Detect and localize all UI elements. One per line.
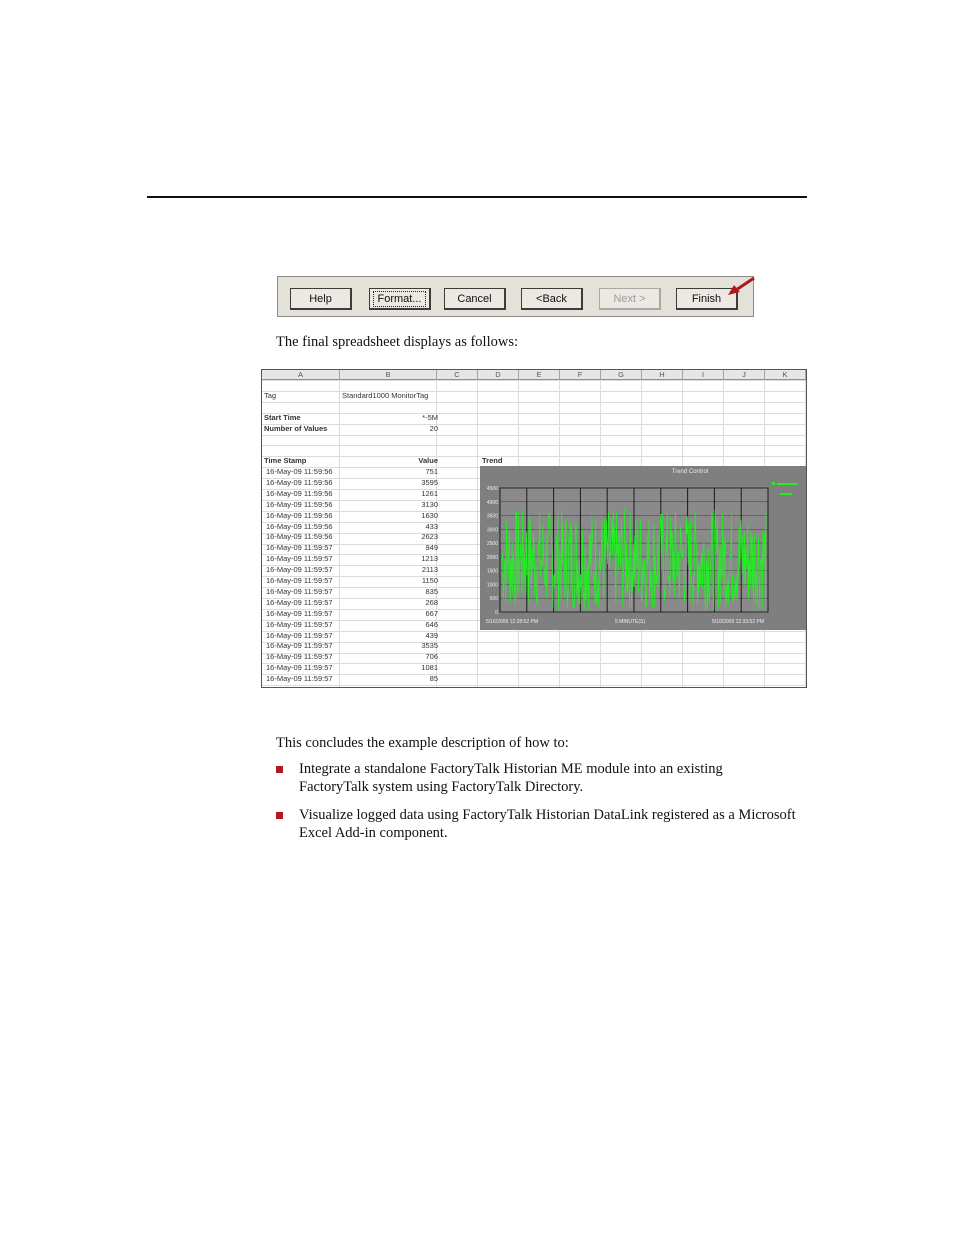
time-stamp-cell[interactable]: 16-May-09 11:59:57 xyxy=(266,554,333,564)
grid-hline xyxy=(262,685,806,686)
value-cell[interactable]: 751 xyxy=(425,467,438,476)
trend-header: Trend xyxy=(482,456,503,465)
tag-value: Standard1000 MonitorTag xyxy=(342,391,429,400)
time-stamp-cell[interactable]: 16-May-09 11:59:57 xyxy=(266,663,333,673)
chart-title: Trend Control xyxy=(671,469,709,475)
time-stamp-cell[interactable]: 16-May-09 11:59:57 xyxy=(266,652,333,662)
time-stamp-cell[interactable]: 16-May-09 11:59:57 xyxy=(266,641,333,651)
number-of-values-label: Number of Values xyxy=(264,424,328,433)
value-cell[interactable]: 1150 xyxy=(421,576,438,585)
value-cell[interactable]: 85 xyxy=(429,674,438,684)
column-header[interactable]: E xyxy=(519,370,560,380)
value-cell[interactable]: 1261 xyxy=(421,488,438,498)
value-cell[interactable]: 2623 xyxy=(421,532,438,542)
start-time-value: *-5M xyxy=(422,413,438,422)
value-cell[interactable]: 433 xyxy=(425,521,438,531)
grid-hline xyxy=(262,380,806,381)
column-header[interactable]: J xyxy=(724,370,765,380)
value-cell[interactable]: 949 xyxy=(425,543,438,553)
y-tick-label: 2500 xyxy=(486,541,498,548)
pointer-arrow-icon xyxy=(726,277,756,297)
next-button: Next > xyxy=(599,288,661,310)
column-header[interactable]: G xyxy=(601,370,642,380)
y-tick-label: 0 xyxy=(495,610,498,616)
column-header[interactable]: B xyxy=(340,370,437,380)
value-cell[interactable]: 3130 xyxy=(421,499,438,509)
column-header[interactable]: C xyxy=(437,370,478,380)
time-stamp-cell[interactable]: 16-May-09 11:59:57 xyxy=(266,619,333,629)
value-cell[interactable]: 3595 xyxy=(421,477,438,487)
value-cell[interactable]: 1630 xyxy=(421,510,438,520)
y-tick-label: 2000 xyxy=(486,554,498,561)
conclusion-text: This concludes the example description of how to: xyxy=(276,735,569,751)
time-stamp-cell[interactable]: 16-May-09 11:59:57 xyxy=(266,597,333,607)
y-tick-label: 3500 xyxy=(486,513,498,520)
time-stamp-cell[interactable]: 16-May-09 11:59:56 xyxy=(266,477,333,487)
value-cell[interactable]: 1213 xyxy=(421,554,438,564)
list-item: Integrate a standalone FactoryTalk Historian ME module into an existing FactoryTalk system using FactoryTalk Directory. xyxy=(276,760,796,796)
bullet-square-icon xyxy=(276,812,283,819)
grid-hline xyxy=(262,435,806,436)
list-item: Visualize logged data using FactoryTalk Historian DataLink registered as a Microsoft Excel Add-in component. xyxy=(276,806,796,842)
time-stamp-cell[interactable]: 16-May-09 11:59:56 xyxy=(266,521,333,531)
value-cell[interactable]: 439 xyxy=(425,630,438,640)
column-header[interactable]: K xyxy=(765,370,806,380)
value-cell[interactable]: 706 xyxy=(425,652,438,662)
time-stamp-cell[interactable]: 16-May-09 11:59:57 xyxy=(266,608,333,618)
time-stamp-cell[interactable]: 16-May-09 11:59:57 xyxy=(266,630,333,640)
column-header[interactable]: F xyxy=(560,370,601,380)
x-tick-label: 5 MINUTE(S) xyxy=(615,619,645,625)
time-stamp-cell[interactable]: 16-May-09 11:59:56 xyxy=(266,532,333,542)
trend-chart xyxy=(480,466,807,630)
value-cell[interactable]: 268 xyxy=(425,597,438,607)
column-header[interactable]: H xyxy=(642,370,683,380)
spreadsheet xyxy=(261,369,807,688)
header-rule xyxy=(147,196,807,198)
value-cell[interactable]: 646 xyxy=(425,619,438,629)
y-tick-label: 4500 xyxy=(486,486,498,492)
value-cell[interactable]: 1081 xyxy=(421,663,438,673)
time-stamp-cell[interactable]: 16-May-09 11:59:56 xyxy=(266,467,333,476)
column-header[interactable]: I xyxy=(683,370,724,380)
summary-list xyxy=(276,760,796,852)
time-stamp-header: Time Stamp xyxy=(264,456,307,465)
y-tick-label: 1000 xyxy=(486,582,498,589)
tag-label: Tag xyxy=(264,391,277,400)
help-button[interactable]: Help xyxy=(290,288,352,310)
x-tick-label: 5/16/2009 12:33:52 PM xyxy=(712,619,764,625)
time-stamp-cell[interactable]: 16-May-09 11:59:56 xyxy=(266,499,333,509)
wizard-button-bar xyxy=(277,276,754,317)
value-cell[interactable]: 3535 xyxy=(421,641,438,651)
column-header[interactable]: D xyxy=(478,370,519,380)
value-cell[interactable]: 2113 xyxy=(421,565,438,575)
time-stamp-cell[interactable]: 16-May-09 11:59:57 xyxy=(266,674,333,684)
number-of-values-value: 20 xyxy=(429,424,438,433)
value-cell[interactable]: 667 xyxy=(425,608,438,618)
value-header: Value xyxy=(418,456,438,465)
start-time-label: Start Time xyxy=(264,413,301,422)
finish-button[interactable]: Finish xyxy=(676,288,738,310)
format-button[interactable]: Format... xyxy=(369,288,431,310)
x-tick-label: 5/16/2009 12:28:52 PM xyxy=(486,619,538,625)
time-stamp-cell[interactable]: 16-May-09 11:59:56 xyxy=(266,488,333,498)
value-cell[interactable]: 835 xyxy=(425,586,438,596)
legend-marker xyxy=(772,482,775,485)
intro-text: The final spreadsheet displays as follows: xyxy=(276,334,519,350)
y-tick-label: 3000 xyxy=(486,527,498,534)
time-stamp-cell[interactable]: 16-May-09 11:59:57 xyxy=(266,576,333,585)
time-stamp-cell[interactable]: 16-May-09 11:59:57 xyxy=(266,565,333,575)
time-stamp-cell[interactable]: 16-May-09 11:59:57 xyxy=(266,543,333,553)
y-tick-label: 4000 xyxy=(486,499,498,506)
time-stamp-cell[interactable]: 16-May-09 11:59:56 xyxy=(266,510,333,520)
trend-chart-svg xyxy=(480,466,807,630)
time-stamp-cell[interactable]: 16-May-09 11:59:57 xyxy=(266,586,333,596)
y-tick-label: 1500 xyxy=(486,568,498,575)
grid-hline xyxy=(262,402,806,403)
y-tick-label: 500 xyxy=(489,596,498,603)
column-header[interactable]: A xyxy=(262,370,340,380)
grid-hline xyxy=(262,445,806,446)
bullet-square-icon xyxy=(276,766,283,773)
cancel-button[interactable]: Cancel xyxy=(444,288,506,310)
back-button[interactable]: <Back xyxy=(521,288,583,310)
